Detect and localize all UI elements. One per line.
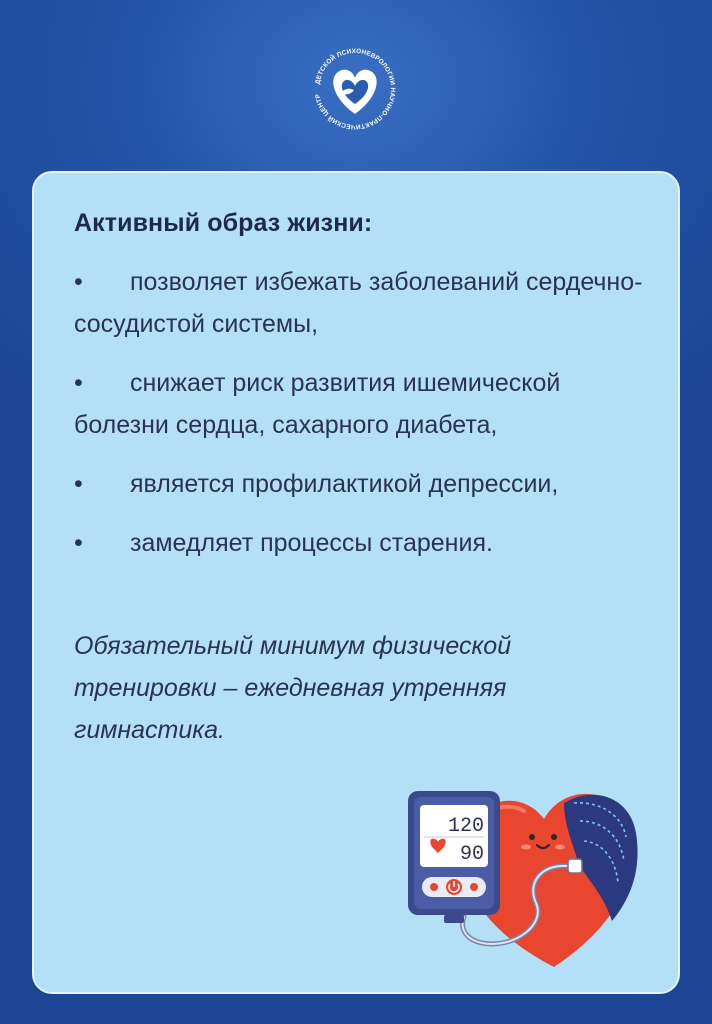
diastolic-value: 90: [459, 843, 484, 866]
benefits-list: [74, 261, 654, 581]
heart-monitor-illustration: [404, 771, 644, 971]
bullet: •: [74, 268, 83, 296]
list-item-text: снижает риск развития ишемической болезни сердца, сахарного диабета,: [74, 369, 561, 439]
systolic-value: 120: [447, 815, 484, 838]
bullet: •: [74, 369, 83, 397]
list-item: [74, 362, 654, 446]
list-item-text: позволяет избежать заболеваний сердечно-сосудистой системы,: [74, 268, 643, 338]
list-item: [74, 261, 654, 345]
info-card: [32, 171, 680, 994]
heart-hands-icon: [333, 70, 376, 114]
center-logo: [310, 44, 400, 134]
list-item: [74, 522, 654, 564]
blood-pressure-monitor: [408, 791, 500, 923]
list-item-text: замедляет процессы старения.: [130, 529, 493, 557]
card-heading: Активный образ жизни:: [74, 209, 373, 237]
list-item: [74, 463, 654, 505]
logo-arc-text: ДЕТСКОЙ ПСИХОНЕВРОЛОГИИ НАУЧНО-ПРАКТИЧЕСКИЙ ЦЕНТР: [314, 47, 397, 131]
exercise-note: Обязательный минимум физической тренировки – ежедневная утренняя гимнастика.: [74, 632, 512, 744]
list-item-text: является профилактикой депрессии,: [130, 470, 559, 498]
bullet: •: [74, 529, 83, 557]
bullet: •: [74, 470, 83, 498]
